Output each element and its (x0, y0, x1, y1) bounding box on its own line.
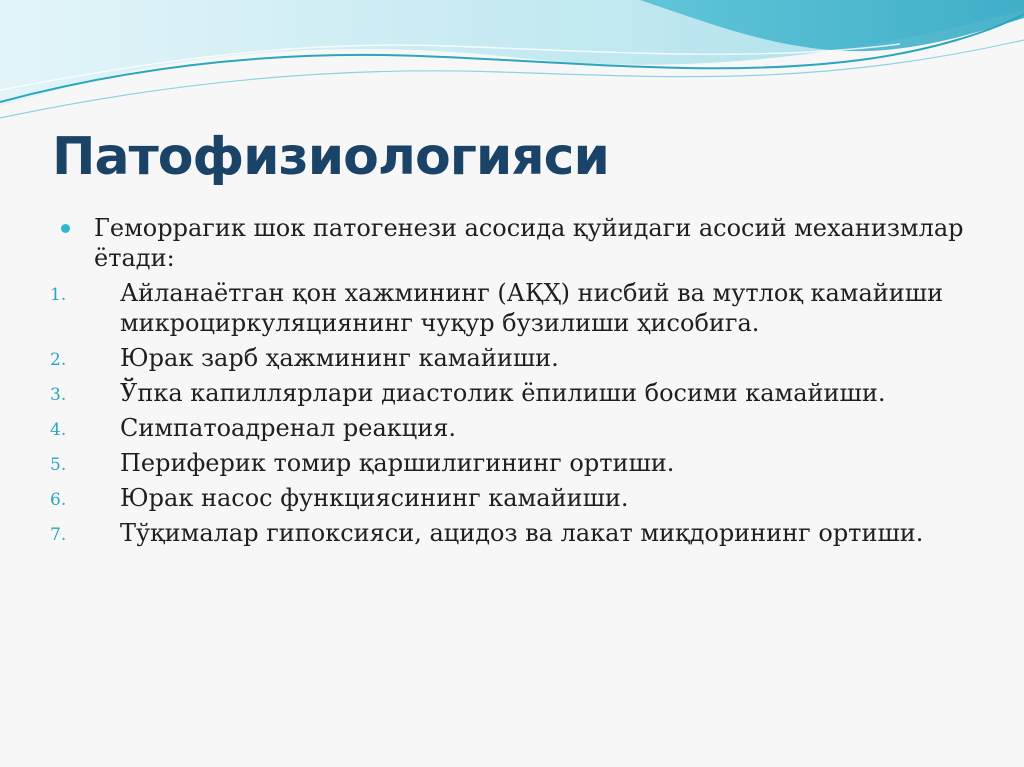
list-text: Айланаётган қон хажмининг (АҚҲ) нисбий ва мутлоқ камайиши микроциркуляциянинг чуқур бузилиши ҳисобига. (120, 279, 944, 337)
bullet-dot-icon (61, 224, 70, 233)
list-number: 5. (50, 455, 67, 475)
list-number: 6. (50, 490, 67, 510)
list-text: Тўқималар гипоксияси, ацидоз ва лакат миқдорининг ортиши. (120, 519, 924, 547)
list-item (50, 413, 970, 443)
intro-text: Геморрагик шок патогенези асосида қуйидаги асосий механизмлар ётади: (94, 214, 964, 272)
list-text: Симпатоадренал реакция. (120, 414, 456, 442)
wave-decoration (0, 0, 1024, 130)
list-item (50, 378, 970, 408)
slide-body (50, 213, 970, 553)
list-number: 7. (50, 525, 67, 545)
list-item (50, 343, 970, 373)
list-item (50, 278, 970, 338)
list-text: Ўпка капиллярлари диастолик ёпилиши босими камайиши. (120, 379, 886, 407)
list-text: Периферик томир қаршилигининг ортиши. (120, 449, 675, 477)
list-number: 4. (50, 420, 67, 440)
list-text: Юрак насос функциясининг камайиши. (120, 484, 629, 512)
list-number: 3. (50, 385, 67, 405)
list-number: 2. (50, 350, 67, 370)
slide-title: Патофизиологияси (52, 127, 609, 187)
list-number: 1. (50, 285, 67, 305)
list-text: Юрак зарб ҳажмининг камайиши. (120, 344, 559, 372)
list-item (50, 483, 970, 513)
intro-bullet (50, 213, 970, 273)
list-item (50, 518, 970, 548)
list-item (50, 448, 970, 478)
